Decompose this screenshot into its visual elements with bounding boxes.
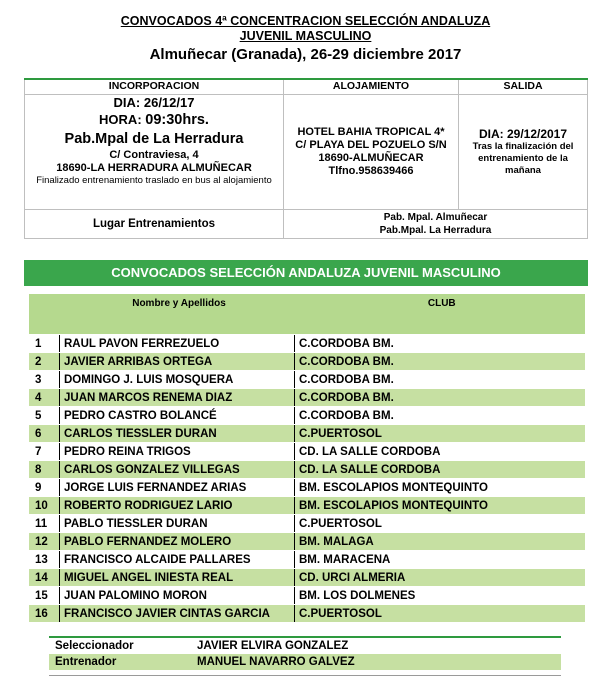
player-club: CD. LA SALLE CORDOBA — [295, 443, 586, 461]
player-name: JUAN MARCOS RENEMA DIAZ — [60, 389, 295, 407]
incorporacion-dia: DIA: 26/12/17 — [113, 95, 195, 110]
alojamiento-cell — [284, 95, 459, 210]
num: 8 — [29, 461, 60, 479]
roster-row — [29, 461, 585, 479]
num: 6 — [29, 425, 60, 443]
player-name: JUAN PALOMINO MORON — [60, 587, 295, 605]
player-club: C.CORDOBA BM. — [295, 335, 586, 353]
alojamiento-cp: 18690-ALMUÑECAR — [318, 152, 424, 164]
player-club: CD. URCI ALMERIA — [295, 569, 586, 587]
roster-row — [29, 533, 585, 551]
player-name: PEDRO CASTRO BOLANCÉ — [60, 407, 295, 425]
player-name: FRANCISCO ALCAIDE PALLARES — [60, 551, 295, 569]
player-club: BM. ESCOLAPIOS MONTEQUINTO — [295, 479, 586, 497]
doc-subtitle: JUVENIL MASCULINO — [239, 29, 372, 43]
num: 11 — [29, 515, 60, 533]
player-club: C.CORDOBA BM. — [295, 407, 586, 425]
player-club: BM. MALAGA — [295, 533, 586, 551]
player-name: RAUL PAVON FERREZUELO — [60, 335, 295, 353]
roster-row — [29, 389, 585, 407]
lugar-2: Pab.Mpal. La Herradura — [379, 225, 492, 236]
bottom-rule — [49, 675, 561, 676]
num: 1 — [29, 335, 60, 353]
roster-banner: CONVOCADOS SELECCIÓN ANDALUZA JUVENIL MASCULINO — [24, 260, 588, 286]
roster-row — [29, 497, 585, 515]
player-name: PEDRO REINA TRIGOS — [60, 443, 295, 461]
player-club: C.CORDOBA BM. — [295, 353, 586, 371]
staff-table — [49, 636, 561, 670]
player-name: JORGE LUIS FERNANDEZ ARIAS — [60, 479, 295, 497]
player-name: FRANCISCO JAVIER CINTAS GARCIA — [60, 605, 295, 623]
num: 16 — [29, 605, 60, 623]
num: 10 — [29, 497, 60, 515]
player-club: CD. LA SALLE CORDOBA — [295, 461, 586, 479]
player-club: C.PUERTOSOL — [295, 605, 586, 623]
staff-name-1: JAVIER ELVIRA GONZALEZ — [191, 637, 561, 654]
roster-header-name: Nombre y Apellidos — [60, 294, 295, 335]
roster-row — [29, 479, 585, 497]
incorporacion-cell — [25, 95, 284, 210]
player-club: C.PUERTOSOL — [295, 425, 586, 443]
num: 13 — [29, 551, 60, 569]
player-club: C.CORDOBA BM. — [295, 389, 586, 407]
alojamiento-tel: Tlfno.958639466 — [328, 165, 414, 177]
num: 12 — [29, 533, 60, 551]
roster-table — [29, 294, 585, 623]
roster-row — [29, 371, 585, 389]
player-name: JAVIER ARRIBAS ORTEGA — [60, 353, 295, 371]
player-name: CARLOS TIESSLER DURAN — [60, 425, 295, 443]
num: 7 — [29, 443, 60, 461]
player-club: BM. LOS DOLMENES — [295, 587, 586, 605]
roster-header-club: CLUB — [295, 294, 586, 335]
incorporacion-header: INCORPORACION — [25, 79, 284, 95]
num: 5 — [29, 407, 60, 425]
incorporacion-calle: C/ Contraviesa, 4 — [109, 149, 199, 161]
num: 3 — [29, 371, 60, 389]
num: 14 — [29, 569, 60, 587]
roster-row — [29, 407, 585, 425]
staff-name-2: MANUEL NAVARRO GALVEZ — [191, 654, 561, 670]
player-name: DOMINGO J. LUIS MOSQUERA — [60, 371, 295, 389]
lugar-label: Lugar Entrenamientos — [25, 210, 284, 239]
alojamiento-calle: C/ PLAYA DEL POZUELO S/N — [295, 139, 447, 151]
roster-row — [29, 443, 585, 461]
salida-dia: DIA: 29/12/2017 — [478, 126, 568, 141]
salida-nota: Tras la finalización del entrenamiento de la mañana — [472, 140, 574, 176]
roster-row — [29, 353, 585, 371]
num: 4 — [29, 389, 60, 407]
alojamiento-header: ALOJAMIENTO — [284, 79, 459, 95]
roster-row — [29, 569, 585, 587]
salida-header: SALIDA — [459, 79, 588, 95]
lugar-values — [284, 210, 588, 239]
roster-row — [29, 605, 585, 623]
num: 9 — [29, 479, 60, 497]
player-name: PABLO TIESSLER DURAN — [60, 515, 295, 533]
staff-role-2: Entrenador — [49, 654, 191, 670]
alojamiento-hotel: HOTEL BAHIA TROPICAL 4* — [297, 126, 445, 138]
doc-location-date: Almuñecar (Granada), 26-29 diciembre 2017 — [149, 46, 462, 63]
roster-row — [29, 335, 585, 353]
lugar-1: Pab. Mpal. Almuñecar — [383, 212, 488, 223]
roster-header-num — [29, 294, 60, 335]
info-table — [24, 78, 588, 239]
roster-row — [29, 551, 585, 569]
staff-role-1: Seleccionador — [49, 637, 191, 654]
roster-row — [29, 515, 585, 533]
roster-row — [29, 587, 585, 605]
salida-cell — [459, 95, 588, 210]
roster-row — [29, 425, 585, 443]
player-club: C.PUERTOSOL — [295, 515, 586, 533]
doc-title: CONVOCADOS 4ª CONCENTRACION SELECCIÓN ANDALUZA — [120, 14, 491, 28]
player-club: BM. ESCOLAPIOS MONTEQUINTO — [295, 497, 586, 515]
incorporacion-lugar: Pab.Mpal de La Herradura — [64, 131, 244, 147]
num: 15 — [29, 587, 60, 605]
player-name: ROBERTO RODRIGUEZ LARIO — [60, 497, 295, 515]
player-name: CARLOS GONZALEZ VILLEGAS — [60, 461, 295, 479]
num: 2 — [29, 353, 60, 371]
player-club: BM. MARACENA — [295, 551, 586, 569]
incorporacion-cp: 18690-LA HERRADURA ALMUÑECAR — [56, 162, 252, 174]
incorporacion-hora: HORA: 09:30hrs. — [99, 112, 209, 128]
player-club: C.CORDOBA BM. — [295, 371, 586, 389]
player-name: MIGUEL ANGEL INIESTA REAL — [60, 569, 295, 587]
player-name: PABLO FERNANDEZ MOLERO — [60, 533, 295, 551]
incorporacion-nota: Finalizado entrenamiento traslado en bus al alojamiento — [36, 175, 272, 186]
